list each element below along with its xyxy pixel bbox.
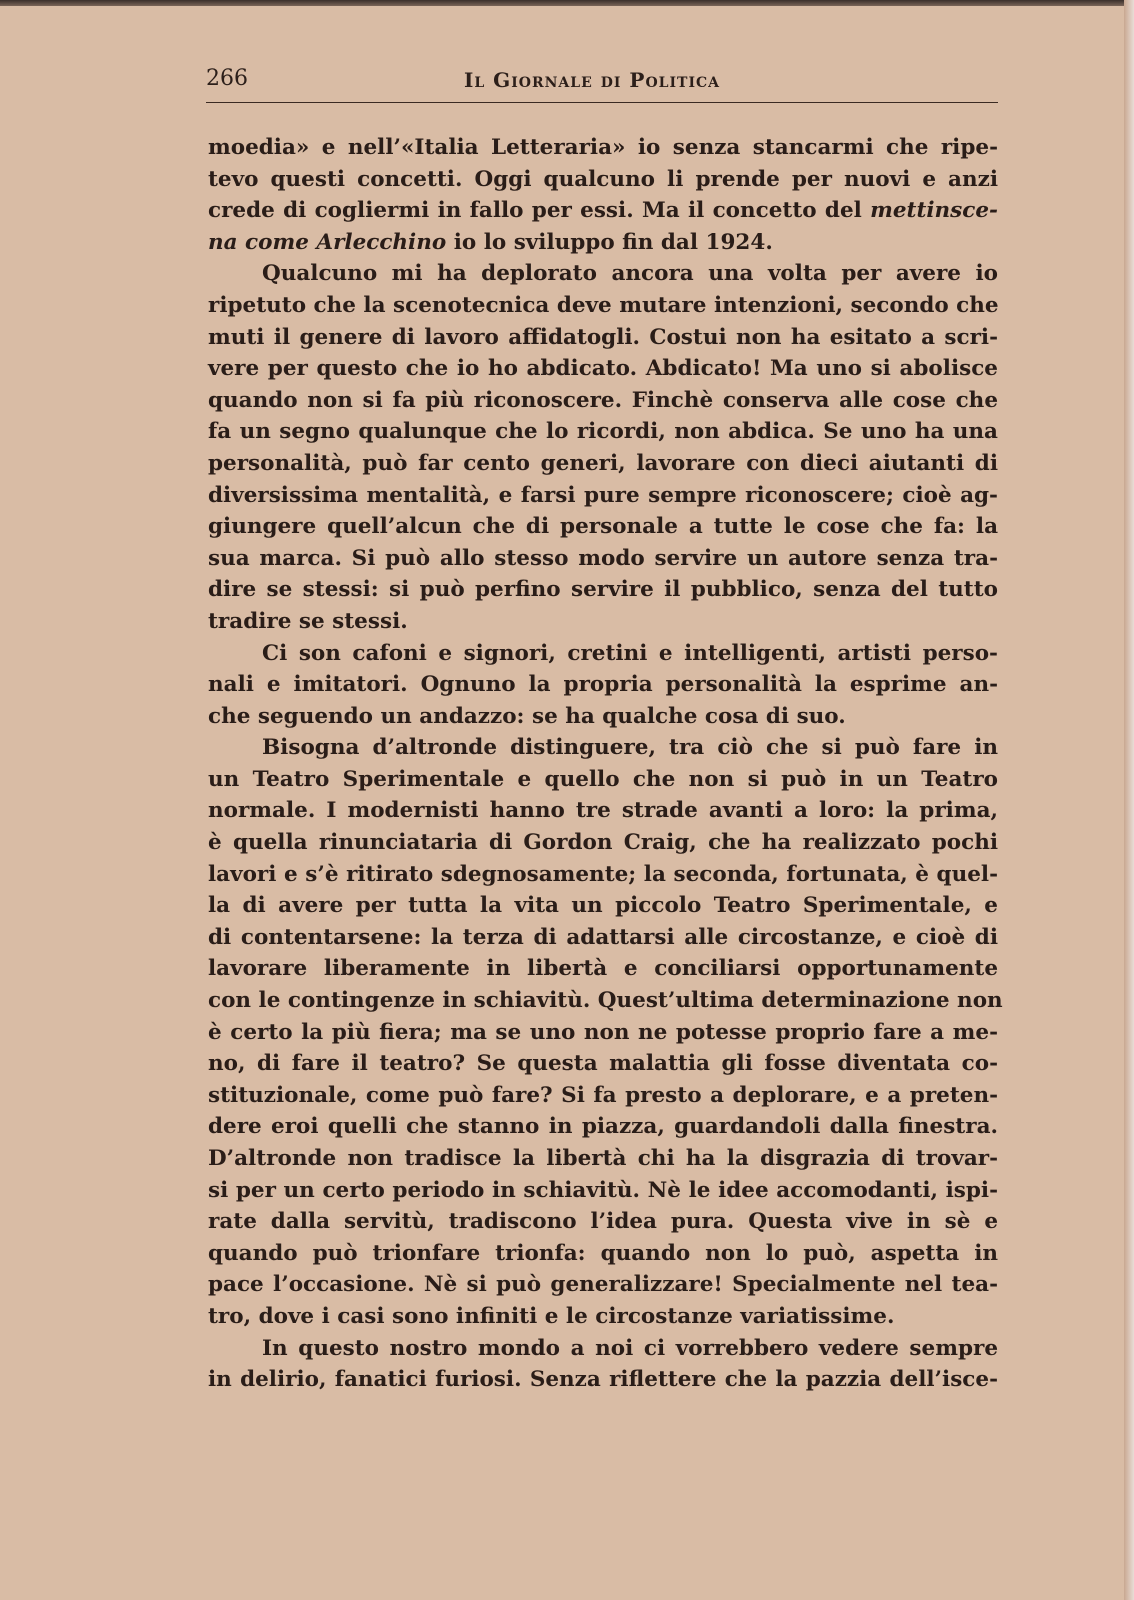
text-line: moedia» e nell’«Italia Letteraria» io senza stancarmi che ripe- bbox=[208, 135, 998, 160]
italic-phrase: na come Arlecchino bbox=[208, 229, 447, 255]
text-line: si per un certo periodo in schiavitù. Nè le idee accomodanti, ispi- bbox=[208, 1177, 998, 1203]
text-line: lavorare liberamente in libertà e conciliarsi opportunamente bbox=[208, 956, 998, 982]
text-line: Bisogna d’altronde distinguere, tra ciò che si può fare in bbox=[262, 735, 998, 761]
text-line: fa un segno qualunque che lo ricordi, non abdica. Se uno ha una bbox=[208, 419, 998, 445]
text-line: In questo nostro mondo a noi ci vorrebbero vedere sempre bbox=[262, 1335, 998, 1361]
text-line: tevo questi concetti. Oggi qualcuno li prende per nuovi e anzi bbox=[208, 166, 998, 192]
paragraph-3 bbox=[208, 638, 998, 733]
paragraph-2 bbox=[208, 258, 998, 637]
text-line: dere eroi quelli che stanno in piazza, guardandoli dalla finestra. bbox=[208, 1114, 998, 1140]
italic-phrase: mettinsce- bbox=[870, 198, 998, 224]
text-line: normale. I modernisti hanno tre strade avanti a loro: la prima, bbox=[208, 798, 998, 824]
text-line: diversissima mentalità, e farsi pure sempre riconoscere; cioè ag- bbox=[208, 482, 998, 508]
text-line: personalità, può far cento generi, lavorare con dieci aiutanti di bbox=[208, 450, 998, 476]
text-line: un Teatro Sperimentale e quello che non si può in un Teatro bbox=[208, 766, 998, 792]
text-line: sua marca. Si può allo stesso modo servire un autore senza tra- bbox=[208, 545, 998, 571]
paragraph-1 bbox=[208, 132, 998, 258]
text-line: rate dalla servitù, tradiscono l’idea pura. Questa vive in sè e bbox=[208, 1209, 998, 1235]
text-line: quando può trionfare trionfa: quando non lo può, aspetta in bbox=[208, 1240, 998, 1266]
page-right-edge bbox=[1124, 0, 1134, 1600]
text-line: tro, dove i casi sono infiniti e le circostanze variatissime. bbox=[208, 1303, 895, 1329]
text-line: in delirio, fanatici furiosi. Senza riflettere che la pazzia dell’isce- bbox=[208, 1367, 998, 1393]
text-line: ripetuto che la scenotecnica deve mutare intenzioni, secondo che bbox=[208, 292, 999, 318]
body-text bbox=[208, 132, 1003, 1396]
running-title: Il Giornale di Politica bbox=[464, 68, 721, 92]
text-line: che seguendo un andazzo: se ha qualche cosa di suo. bbox=[208, 703, 846, 729]
text-line: è quella rinunciataria di Gordon Craig, che ha realizzato pochi bbox=[208, 830, 998, 856]
text-line: la di avere per tutta la vita un piccolo Teatro Sperimentale, e bbox=[208, 893, 998, 919]
running-header bbox=[206, 66, 998, 103]
paragraph-4 bbox=[208, 732, 1003, 1332]
text-segment: crede di cogliermi in fallo per essi. Ma il concetto del bbox=[208, 198, 862, 224]
text-line: lavori e s’è ritirato sdegnosamente; la seconda, fortunata, è quel- bbox=[208, 861, 998, 887]
text-line: dire se stessi: si può perfino servire il pubblico, senza del tutto bbox=[208, 577, 998, 603]
text-line: Qualcuno mi ha deplorato ancora una volta per avere io bbox=[262, 261, 998, 287]
text-line: di contentarsene: la terza di adattarsi alle circostanze, e cioè di bbox=[208, 924, 998, 950]
text-line bbox=[208, 227, 998, 259]
text-segment: io lo sviluppo fin dal 1924. bbox=[453, 229, 773, 255]
paragraph-5 bbox=[208, 1333, 998, 1396]
text-line: pace l’occasione. Nè si può generalizzare! Specialmente nel tea- bbox=[208, 1272, 998, 1298]
text-line: con le contingenze in schiavitù. Quest’ultima determinazione non bbox=[208, 988, 1003, 1014]
text-line: vere per questo che io ho abdicato. Abdicato! Ma uno si abolisce bbox=[208, 356, 998, 382]
text-line: quando non si fa più riconoscere. Finchè conserva alle cose che bbox=[208, 387, 998, 413]
text-line: è certo la più fiera; ma se uno non ne potesse proprio fare a me- bbox=[208, 1019, 998, 1045]
text-line: nali e imitatori. Ognuno la propria personalità la esprime an- bbox=[208, 672, 998, 698]
text-line: stituzionale, come può fare? Si fa presto a deplorare, e a preten- bbox=[208, 1082, 998, 1108]
text-line: tradire se stessi. bbox=[208, 608, 408, 634]
text-line: no, di fare il teatro? Se questa malattia gli fosse diventata co- bbox=[208, 1051, 998, 1077]
text-line: Ci son cafoni e signori, cretini e intelligenti, artisti perso- bbox=[262, 640, 998, 666]
text-line: D’altronde non tradisce la libertà chi ha la disgrazia di trovar- bbox=[208, 1146, 998, 1171]
text-line: giungere quell’alcun che di personale a tutte le cose che fa: la bbox=[208, 514, 998, 540]
text-line: muti il genere di lavoro affidatogli. Costui non ha esitato a scri- bbox=[208, 324, 998, 350]
page-number: 266 bbox=[206, 66, 248, 91]
text-line bbox=[208, 195, 998, 227]
